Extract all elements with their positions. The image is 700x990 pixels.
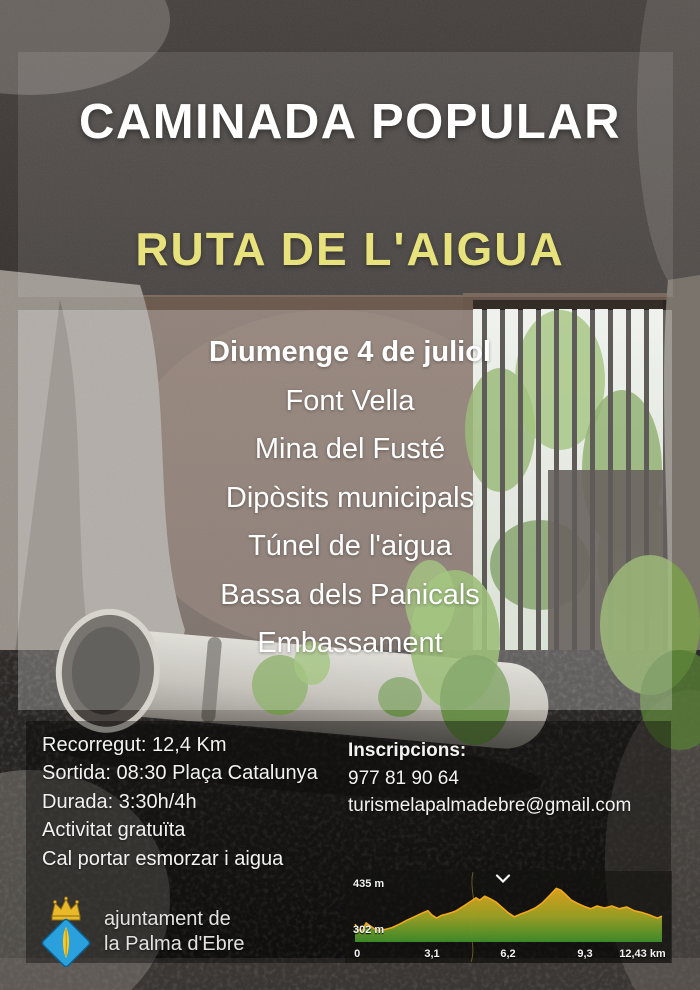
detail-line: Sortida: 08:30 Plaça Catalunya xyxy=(42,762,318,785)
route-stop: Mina del Fusté xyxy=(254,433,446,465)
detail-line: Durada: 3:30h/4h xyxy=(42,790,197,813)
x-axis-tick: 3,1 xyxy=(424,948,440,960)
route-stop: Embassament xyxy=(257,627,443,659)
route-stop: Túnel de l'aigua xyxy=(248,530,452,562)
event-details xyxy=(42,731,352,873)
detail-line: Cal portar esmorzar i aigua xyxy=(42,847,284,870)
route-list xyxy=(0,328,700,668)
elevation-chart-panel xyxy=(345,871,672,963)
y-axis-max-label: 435 m xyxy=(353,878,385,890)
y-axis-min-label: 302 m xyxy=(353,924,385,936)
route-stop: Font Vella xyxy=(285,384,415,417)
event-date: Diumenge 4 de juliol xyxy=(209,336,491,368)
elevation-area xyxy=(355,888,662,942)
route-stop: Dipòsits municipals xyxy=(225,481,475,514)
inscriptions-block xyxy=(348,737,658,820)
organizer-block xyxy=(40,896,245,968)
event-title: CAMINADA POPULAR xyxy=(78,95,622,149)
crown-icon xyxy=(52,897,80,920)
shield-icon xyxy=(41,918,90,967)
detail-line: Recorregut: 12,4 Km xyxy=(42,734,227,756)
x-axis-tick: 6,2 xyxy=(500,948,516,960)
inscriptions-email: turismelapalmadebre@gmail.com xyxy=(348,795,632,816)
route-stop: Bassa dels Panicals xyxy=(220,578,480,611)
inscriptions-heading: Inscripcions: xyxy=(348,740,467,761)
x-axis-tick: 0 xyxy=(354,948,361,960)
organizer-line2: la Palma d'Ebre xyxy=(104,933,245,955)
town-crest xyxy=(40,896,92,968)
detail-line: Activitat gratuïta xyxy=(42,819,186,842)
x-axis-tick: 9,3 xyxy=(577,948,593,960)
x-axis-tick: 12,43 km xyxy=(619,948,666,960)
event-subtitle: RUTA DE L'AIGUA xyxy=(135,223,565,275)
organizer-line1: ajuntament de xyxy=(104,908,231,930)
chevron-down-icon xyxy=(495,874,511,883)
inscriptions-phone: 977 81 90 64 xyxy=(348,767,459,789)
